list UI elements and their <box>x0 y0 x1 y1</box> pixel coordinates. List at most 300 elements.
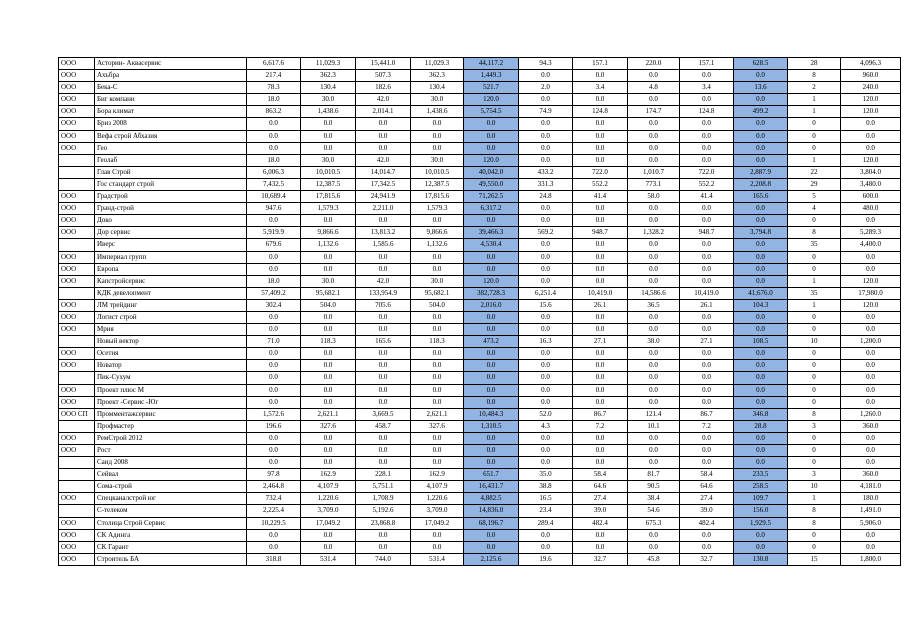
cell-amount: 0.0 <box>841 324 901 336</box>
table-row <box>59 457 901 469</box>
cell-value-1: 10,689.4 <box>247 191 301 203</box>
cell-value-1: 18.0 <box>247 154 301 166</box>
cell-amount: 0.0 <box>841 263 901 275</box>
cell-value-2: 0.0 <box>301 445 356 457</box>
table-row <box>59 106 901 118</box>
cell-value-7: 0.0 <box>628 311 680 323</box>
cell-value-3: 0.0 <box>356 541 411 553</box>
cell-total-1: 0.0 <box>464 118 519 130</box>
cell-value-5: 0.0 <box>519 432 573 444</box>
cell-total-1: 5,754.5 <box>464 106 519 118</box>
cell-value-1: 0.0 <box>247 311 301 323</box>
table-row <box>59 445 901 457</box>
cell-total-1: 0.0 <box>464 372 519 384</box>
cell-value-5: 0.0 <box>519 529 573 541</box>
cell-total-2: 0.0 <box>734 311 788 323</box>
cell-value-5: 0.0 <box>519 203 573 215</box>
cell-value-2: 30.0 <box>301 154 356 166</box>
table-row <box>59 384 901 396</box>
cell-value-8: 0.0 <box>680 432 734 444</box>
cell-org-form <box>59 239 95 251</box>
cell-count: 0 <box>788 529 841 541</box>
cell-org-form: ООО <box>59 348 95 360</box>
cell-value-1: 0.0 <box>247 215 301 227</box>
cell-total-1: 0.0 <box>464 396 519 408</box>
cell-org-form <box>59 481 95 493</box>
cell-value-3: 1,585.6 <box>356 239 411 251</box>
cell-value-6: 0.0 <box>573 311 628 323</box>
cell-value-2: 17,049.2 <box>301 517 356 529</box>
cell-amount: 120.0 <box>841 275 901 287</box>
cell-value-5: 0.0 <box>519 263 573 275</box>
cell-count: 0 <box>788 311 841 323</box>
cell-total-2: 3,794.8 <box>734 227 788 239</box>
cell-value-6: 0.0 <box>573 396 628 408</box>
cell-value-5: 6,251.4 <box>519 287 573 299</box>
cell-value-7: 1,328.2 <box>628 227 680 239</box>
cell-company-name: Логист строй <box>95 311 247 323</box>
cell-value-2: 2,621.1 <box>301 408 356 420</box>
cell-value-6: 39.0 <box>573 505 628 517</box>
cell-org-form: ООО <box>59 251 95 263</box>
cell-amount: 1,200.0 <box>841 336 901 348</box>
cell-value-2: 1,220.6 <box>301 493 356 505</box>
cell-company-name: Гос стандарт строй <box>95 178 247 190</box>
cell-value-3: 42.0 <box>356 275 411 287</box>
cell-value-7: 0.0 <box>628 263 680 275</box>
cell-company-name: СК Гарант <box>95 541 247 553</box>
cell-value-8: 0.0 <box>680 445 734 457</box>
cell-value-5: 0.0 <box>519 384 573 396</box>
cell-total-1: 120.0 <box>464 94 519 106</box>
cell-value-7: 1,010.7 <box>628 166 680 178</box>
cell-company-name: Биг компани <box>95 94 247 106</box>
cell-count: 0 <box>788 142 841 154</box>
cell-value-1: 2,464.8 <box>247 481 301 493</box>
cell-company-name: Промментажсервис <box>95 408 247 420</box>
cell-value-3: 24,941.9 <box>356 191 411 203</box>
cell-total-2: 0.0 <box>734 275 788 287</box>
cell-value-6: 41.4 <box>573 191 628 203</box>
cell-value-2: 130.4 <box>301 82 356 94</box>
cell-value-5: 0.0 <box>519 311 573 323</box>
cell-amount: 180.0 <box>841 493 901 505</box>
cell-total-2: 130.8 <box>734 553 788 565</box>
cell-org-form <box>59 457 95 469</box>
cell-value-6: 482.4 <box>573 517 628 529</box>
table-row <box>59 396 901 408</box>
cell-total-1: 120.0 <box>464 154 519 166</box>
cell-value-4: 17,815.6 <box>411 191 464 203</box>
cell-count: 1 <box>788 299 841 311</box>
cell-count: 1 <box>788 493 841 505</box>
cell-value-1: 0.0 <box>247 324 301 336</box>
cell-amount: 120.0 <box>841 154 901 166</box>
cell-value-6: 0.0 <box>573 70 628 82</box>
cell-value-4: 0.0 <box>411 311 464 323</box>
cell-value-4: 0.0 <box>411 324 464 336</box>
cell-total-1: 0.0 <box>464 432 519 444</box>
cell-amount: 120.0 <box>841 299 901 311</box>
cell-value-8: 0.0 <box>680 348 734 360</box>
cell-count: 0 <box>788 251 841 263</box>
cell-amount: 0.0 <box>841 142 901 154</box>
cell-total-2: 0.0 <box>734 396 788 408</box>
cell-value-7: 38.4 <box>628 493 680 505</box>
cell-value-4: 0.0 <box>411 360 464 372</box>
cell-value-5: 19.6 <box>519 553 573 565</box>
cell-value-3: 744.0 <box>356 553 411 565</box>
cell-value-1: 318.8 <box>247 553 301 565</box>
cell-company-name: Бора климат <box>95 106 247 118</box>
cell-total-1: 0.0 <box>464 130 519 142</box>
cell-value-3: 5,192.6 <box>356 505 411 517</box>
cell-total-2: 0.0 <box>734 445 788 457</box>
cell-company-name: Санд 2008 <box>95 457 247 469</box>
data-table <box>58 57 901 566</box>
cell-count: 8 <box>788 70 841 82</box>
cell-total-2: 628.5 <box>734 58 788 70</box>
cell-company-name: РемСтрой 2012 <box>95 432 247 444</box>
cell-count: 35 <box>788 239 841 251</box>
cell-value-5: 0.0 <box>519 275 573 287</box>
table-row <box>59 372 901 384</box>
cell-total-2: 0.0 <box>734 372 788 384</box>
cell-value-2: 327.6 <box>301 420 356 432</box>
cell-value-5: 433.2 <box>519 166 573 178</box>
cell-value-1: 10,229.5 <box>247 517 301 529</box>
cell-value-4: 504.0 <box>411 299 464 311</box>
cell-value-7: 0.0 <box>628 251 680 263</box>
cell-value-8: 157.1 <box>680 58 734 70</box>
cell-value-4: 0.0 <box>411 251 464 263</box>
table-row <box>59 541 901 553</box>
cell-count: 1 <box>788 275 841 287</box>
cell-value-8: 41.4 <box>680 191 734 203</box>
cell-value-6: 0.0 <box>573 154 628 166</box>
cell-total-1: 521.7 <box>464 82 519 94</box>
cell-total-1: 382,728.3 <box>464 287 519 299</box>
cell-company-name: Проект -Сервис -Юг <box>95 396 247 408</box>
cell-total-1: 71,262.5 <box>464 191 519 203</box>
cell-total-2: 0.0 <box>734 324 788 336</box>
cell-value-5: 0.0 <box>519 324 573 336</box>
cell-value-6: 0.0 <box>573 94 628 106</box>
cell-org-form: ООО <box>59 493 95 505</box>
cell-value-4: 0.0 <box>411 263 464 275</box>
cell-value-7: 0.0 <box>628 432 680 444</box>
cell-company-name: Пик-Сухум <box>95 372 247 384</box>
cell-value-8: 0.0 <box>680 360 734 372</box>
cell-amount: 1,800.0 <box>841 553 901 565</box>
cell-amount: 4,096.3 <box>841 58 901 70</box>
cell-org-form: ООО <box>59 70 95 82</box>
cell-value-6: 0.0 <box>573 324 628 336</box>
cell-count: 1 <box>788 94 841 106</box>
cell-company-name: Ахъбра <box>95 70 247 82</box>
cell-value-8: 0.0 <box>680 239 734 251</box>
cell-value-4: 0.0 <box>411 529 464 541</box>
cell-value-3: 0.0 <box>356 215 411 227</box>
cell-count: 0 <box>788 384 841 396</box>
cell-value-1: 0.0 <box>247 360 301 372</box>
cell-value-2: 0.0 <box>301 118 356 130</box>
table-row <box>59 432 901 444</box>
cell-value-8: 0.0 <box>680 215 734 227</box>
cell-value-6: 86.7 <box>573 408 628 420</box>
cell-value-6: 27.4 <box>573 493 628 505</box>
cell-value-1: 0.0 <box>247 251 301 263</box>
table-row <box>59 227 901 239</box>
cell-total-1: 4,882.5 <box>464 493 519 505</box>
cell-count: 3 <box>788 420 841 432</box>
cell-count: 1 <box>788 154 841 166</box>
cell-amount: 17,980.0 <box>841 287 901 299</box>
cell-value-1: 302.4 <box>247 299 301 311</box>
cell-value-8: 124.8 <box>680 106 734 118</box>
cell-value-5: 0.0 <box>519 118 573 130</box>
cell-org-form: ООО <box>59 94 95 106</box>
cell-value-1: 947.6 <box>247 203 301 215</box>
cell-value-2: 0.0 <box>301 541 356 553</box>
cell-value-6: 0.0 <box>573 251 628 263</box>
cell-value-2: 12,387.5 <box>301 178 356 190</box>
cell-value-5: 0.0 <box>519 154 573 166</box>
cell-value-1: 0.0 <box>247 445 301 457</box>
cell-amount: 3,804.0 <box>841 166 901 178</box>
cell-value-2: 0.0 <box>301 263 356 275</box>
cell-value-8: 27.1 <box>680 336 734 348</box>
cell-total-1: 14,836.0 <box>464 505 519 517</box>
cell-value-3: 165.6 <box>356 336 411 348</box>
cell-value-2: 0.0 <box>301 384 356 396</box>
cell-count: 10 <box>788 481 841 493</box>
cell-value-5: 74.9 <box>519 106 573 118</box>
cell-org-form: ООО <box>59 106 95 118</box>
cell-value-5: 35.0 <box>519 469 573 481</box>
cell-value-5: 0.0 <box>519 239 573 251</box>
cell-org-form: ООО <box>59 396 95 408</box>
cell-value-4: 0.0 <box>411 384 464 396</box>
cell-org-form <box>59 372 95 384</box>
cell-value-7: 14,586.6 <box>628 287 680 299</box>
cell-value-7: 0.0 <box>628 529 680 541</box>
cell-value-7: 0.0 <box>628 239 680 251</box>
cell-value-1: 7,432.5 <box>247 178 301 190</box>
cell-value-2: 10,010.5 <box>301 166 356 178</box>
cell-value-4: 0.0 <box>411 142 464 154</box>
cell-total-1: 0.0 <box>464 348 519 360</box>
cell-value-7: 4.8 <box>628 82 680 94</box>
cell-total-1: 0.0 <box>464 457 519 469</box>
cell-value-5: 0.0 <box>519 372 573 384</box>
table-row <box>59 178 901 190</box>
cell-value-5: 0.0 <box>519 360 573 372</box>
cell-company-name: КДК девелопмент <box>95 287 247 299</box>
cell-org-form: ООО <box>59 82 95 94</box>
cell-value-1: 97.8 <box>247 469 301 481</box>
cell-total-2: 233.5 <box>734 469 788 481</box>
cell-value-6: 0.0 <box>573 263 628 275</box>
cell-value-7: 0.0 <box>628 541 680 553</box>
cell-value-4: 0.0 <box>411 396 464 408</box>
cell-value-3: 42.0 <box>356 94 411 106</box>
cell-value-7: 0.0 <box>628 348 680 360</box>
cell-count: 8 <box>788 517 841 529</box>
cell-amount: 0.0 <box>841 360 901 372</box>
cell-value-6: 0.0 <box>573 275 628 287</box>
cell-value-4: 17,049.2 <box>411 517 464 529</box>
cell-amount: 4,400.0 <box>841 239 901 251</box>
cell-value-8: 86.7 <box>680 408 734 420</box>
cell-value-8: 722.0 <box>680 166 734 178</box>
cell-value-1: 71.0 <box>247 336 301 348</box>
cell-org-form <box>59 469 95 481</box>
cell-total-2: 2,887.9 <box>734 166 788 178</box>
cell-company-name: Столица Строй Сервис <box>95 517 247 529</box>
cell-value-6: 0.0 <box>573 372 628 384</box>
cell-total-1: 0.0 <box>464 324 519 336</box>
table-row <box>59 154 901 166</box>
cell-total-2: 0.0 <box>734 384 788 396</box>
cell-value-6: 0.0 <box>573 130 628 142</box>
cell-value-2: 9,866.6 <box>301 227 356 239</box>
cell-total-2: 109.7 <box>734 493 788 505</box>
cell-value-5: 15.6 <box>519 299 573 311</box>
cell-amount: 0.0 <box>841 118 901 130</box>
cell-count: 0 <box>788 432 841 444</box>
cell-total-2: 0.0 <box>734 215 788 227</box>
table-row <box>59 70 901 82</box>
cell-company-name: Новый вектор <box>95 336 247 348</box>
cell-company-name: Проект плюс М <box>95 384 247 396</box>
cell-total-1: 1,310.5 <box>464 420 519 432</box>
cell-value-8: 0.0 <box>680 384 734 396</box>
cell-company-name: Градстрой <box>95 191 247 203</box>
cell-company-name: Мрия <box>95 324 247 336</box>
table-row <box>59 191 901 203</box>
cell-value-5: 38.8 <box>519 481 573 493</box>
cell-value-3: 0.0 <box>356 348 411 360</box>
cell-value-7: 0.0 <box>628 94 680 106</box>
cell-value-7: 81.7 <box>628 469 680 481</box>
cell-company-name: Асторин- Аквасервис <box>95 58 247 70</box>
cell-amount: 120.0 <box>841 106 901 118</box>
cell-company-name: Капстройсервис <box>95 275 247 287</box>
cell-value-3: 14,014.7 <box>356 166 411 178</box>
cell-total-2: 104.3 <box>734 299 788 311</box>
cell-value-5: 289.4 <box>519 517 573 529</box>
table-row <box>59 130 901 142</box>
cell-value-7: 0.0 <box>628 372 680 384</box>
cell-amount: 1,260.0 <box>841 408 901 420</box>
cell-value-2: 362.3 <box>301 70 356 82</box>
cell-total-2: 0.0 <box>734 432 788 444</box>
cell-value-2: 0.0 <box>301 457 356 469</box>
cell-value-1: 0.0 <box>247 384 301 396</box>
cell-value-7: 0.0 <box>628 203 680 215</box>
cell-value-6: 3.4 <box>573 82 628 94</box>
cell-value-7: 0.0 <box>628 118 680 130</box>
cell-value-7: 0.0 <box>628 70 680 82</box>
cell-value-7: 90.5 <box>628 481 680 493</box>
table-row <box>59 348 901 360</box>
cell-org-form: ООО <box>59 432 95 444</box>
cell-value-3: 15,441.0 <box>356 58 411 70</box>
cell-total-1: 473.2 <box>464 336 519 348</box>
cell-value-6: 27.1 <box>573 336 628 348</box>
cell-amount: 240.0 <box>841 82 901 94</box>
cell-value-3: 3,669.5 <box>356 408 411 420</box>
cell-total-1: 120.0 <box>464 275 519 287</box>
cell-value-4: 11,029.3 <box>411 58 464 70</box>
cell-value-1: 863.2 <box>247 106 301 118</box>
cell-value-2: 30.0 <box>301 94 356 106</box>
cell-value-5: 0.0 <box>519 94 573 106</box>
cell-value-8: 64.6 <box>680 481 734 493</box>
cell-total-2: 346.8 <box>734 408 788 420</box>
cell-amount: 0.0 <box>841 445 901 457</box>
cell-value-7: 773.1 <box>628 178 680 190</box>
cell-value-2: 0.0 <box>301 432 356 444</box>
cell-value-7: 10.1 <box>628 420 680 432</box>
cell-total-1: 2,016.0 <box>464 299 519 311</box>
cell-value-7: 0.0 <box>628 396 680 408</box>
cell-count: 0 <box>788 541 841 553</box>
cell-value-1: 0.0 <box>247 396 301 408</box>
cell-value-3: 0.0 <box>356 384 411 396</box>
cell-value-7: 0.0 <box>628 275 680 287</box>
cell-total-1: 2,125.6 <box>464 553 519 565</box>
cell-value-1: 0.0 <box>247 372 301 384</box>
cell-value-1: 217.4 <box>247 70 301 82</box>
cell-value-1: 1,572.6 <box>247 408 301 420</box>
cell-amount: 3,480.0 <box>841 178 901 190</box>
cell-total-1: 44,117.2 <box>464 58 519 70</box>
cell-value-2: 17,815.6 <box>301 191 356 203</box>
cell-value-5: 0.0 <box>519 130 573 142</box>
cell-amount: 0.0 <box>841 251 901 263</box>
cell-value-3: 0.0 <box>356 263 411 275</box>
cell-org-form: ООО <box>59 445 95 457</box>
table-row <box>59 94 901 106</box>
cell-value-5: 52.0 <box>519 408 573 420</box>
cell-company-name: ЛМ трейдинг <box>95 299 247 311</box>
cell-value-8: 0.0 <box>680 251 734 263</box>
table-row <box>59 408 901 420</box>
cell-total-2: 0.0 <box>734 529 788 541</box>
cell-value-3: 0.0 <box>356 372 411 384</box>
cell-count: 0 <box>788 324 841 336</box>
cell-total-2: 1,929.5 <box>734 517 788 529</box>
cell-value-8: 0.0 <box>680 396 734 408</box>
cell-value-2: 0.0 <box>301 142 356 154</box>
cell-total-2: 165.6 <box>734 191 788 203</box>
cell-total-2: 0.0 <box>734 239 788 251</box>
cell-company-name: Строитель БА <box>95 553 247 565</box>
cell-value-8: 0.0 <box>680 118 734 130</box>
cell-value-2: 4,107.9 <box>301 481 356 493</box>
table-row <box>59 82 901 94</box>
cell-value-1: 0.0 <box>247 348 301 360</box>
cell-total-1: 10,484.3 <box>464 408 519 420</box>
cell-value-6: 0.0 <box>573 239 628 251</box>
table-row <box>59 481 901 493</box>
cell-value-5: 569.2 <box>519 227 573 239</box>
cell-value-6: 10,419.0 <box>573 287 628 299</box>
cell-value-8: 0.0 <box>680 263 734 275</box>
cell-value-3: 42.0 <box>356 154 411 166</box>
